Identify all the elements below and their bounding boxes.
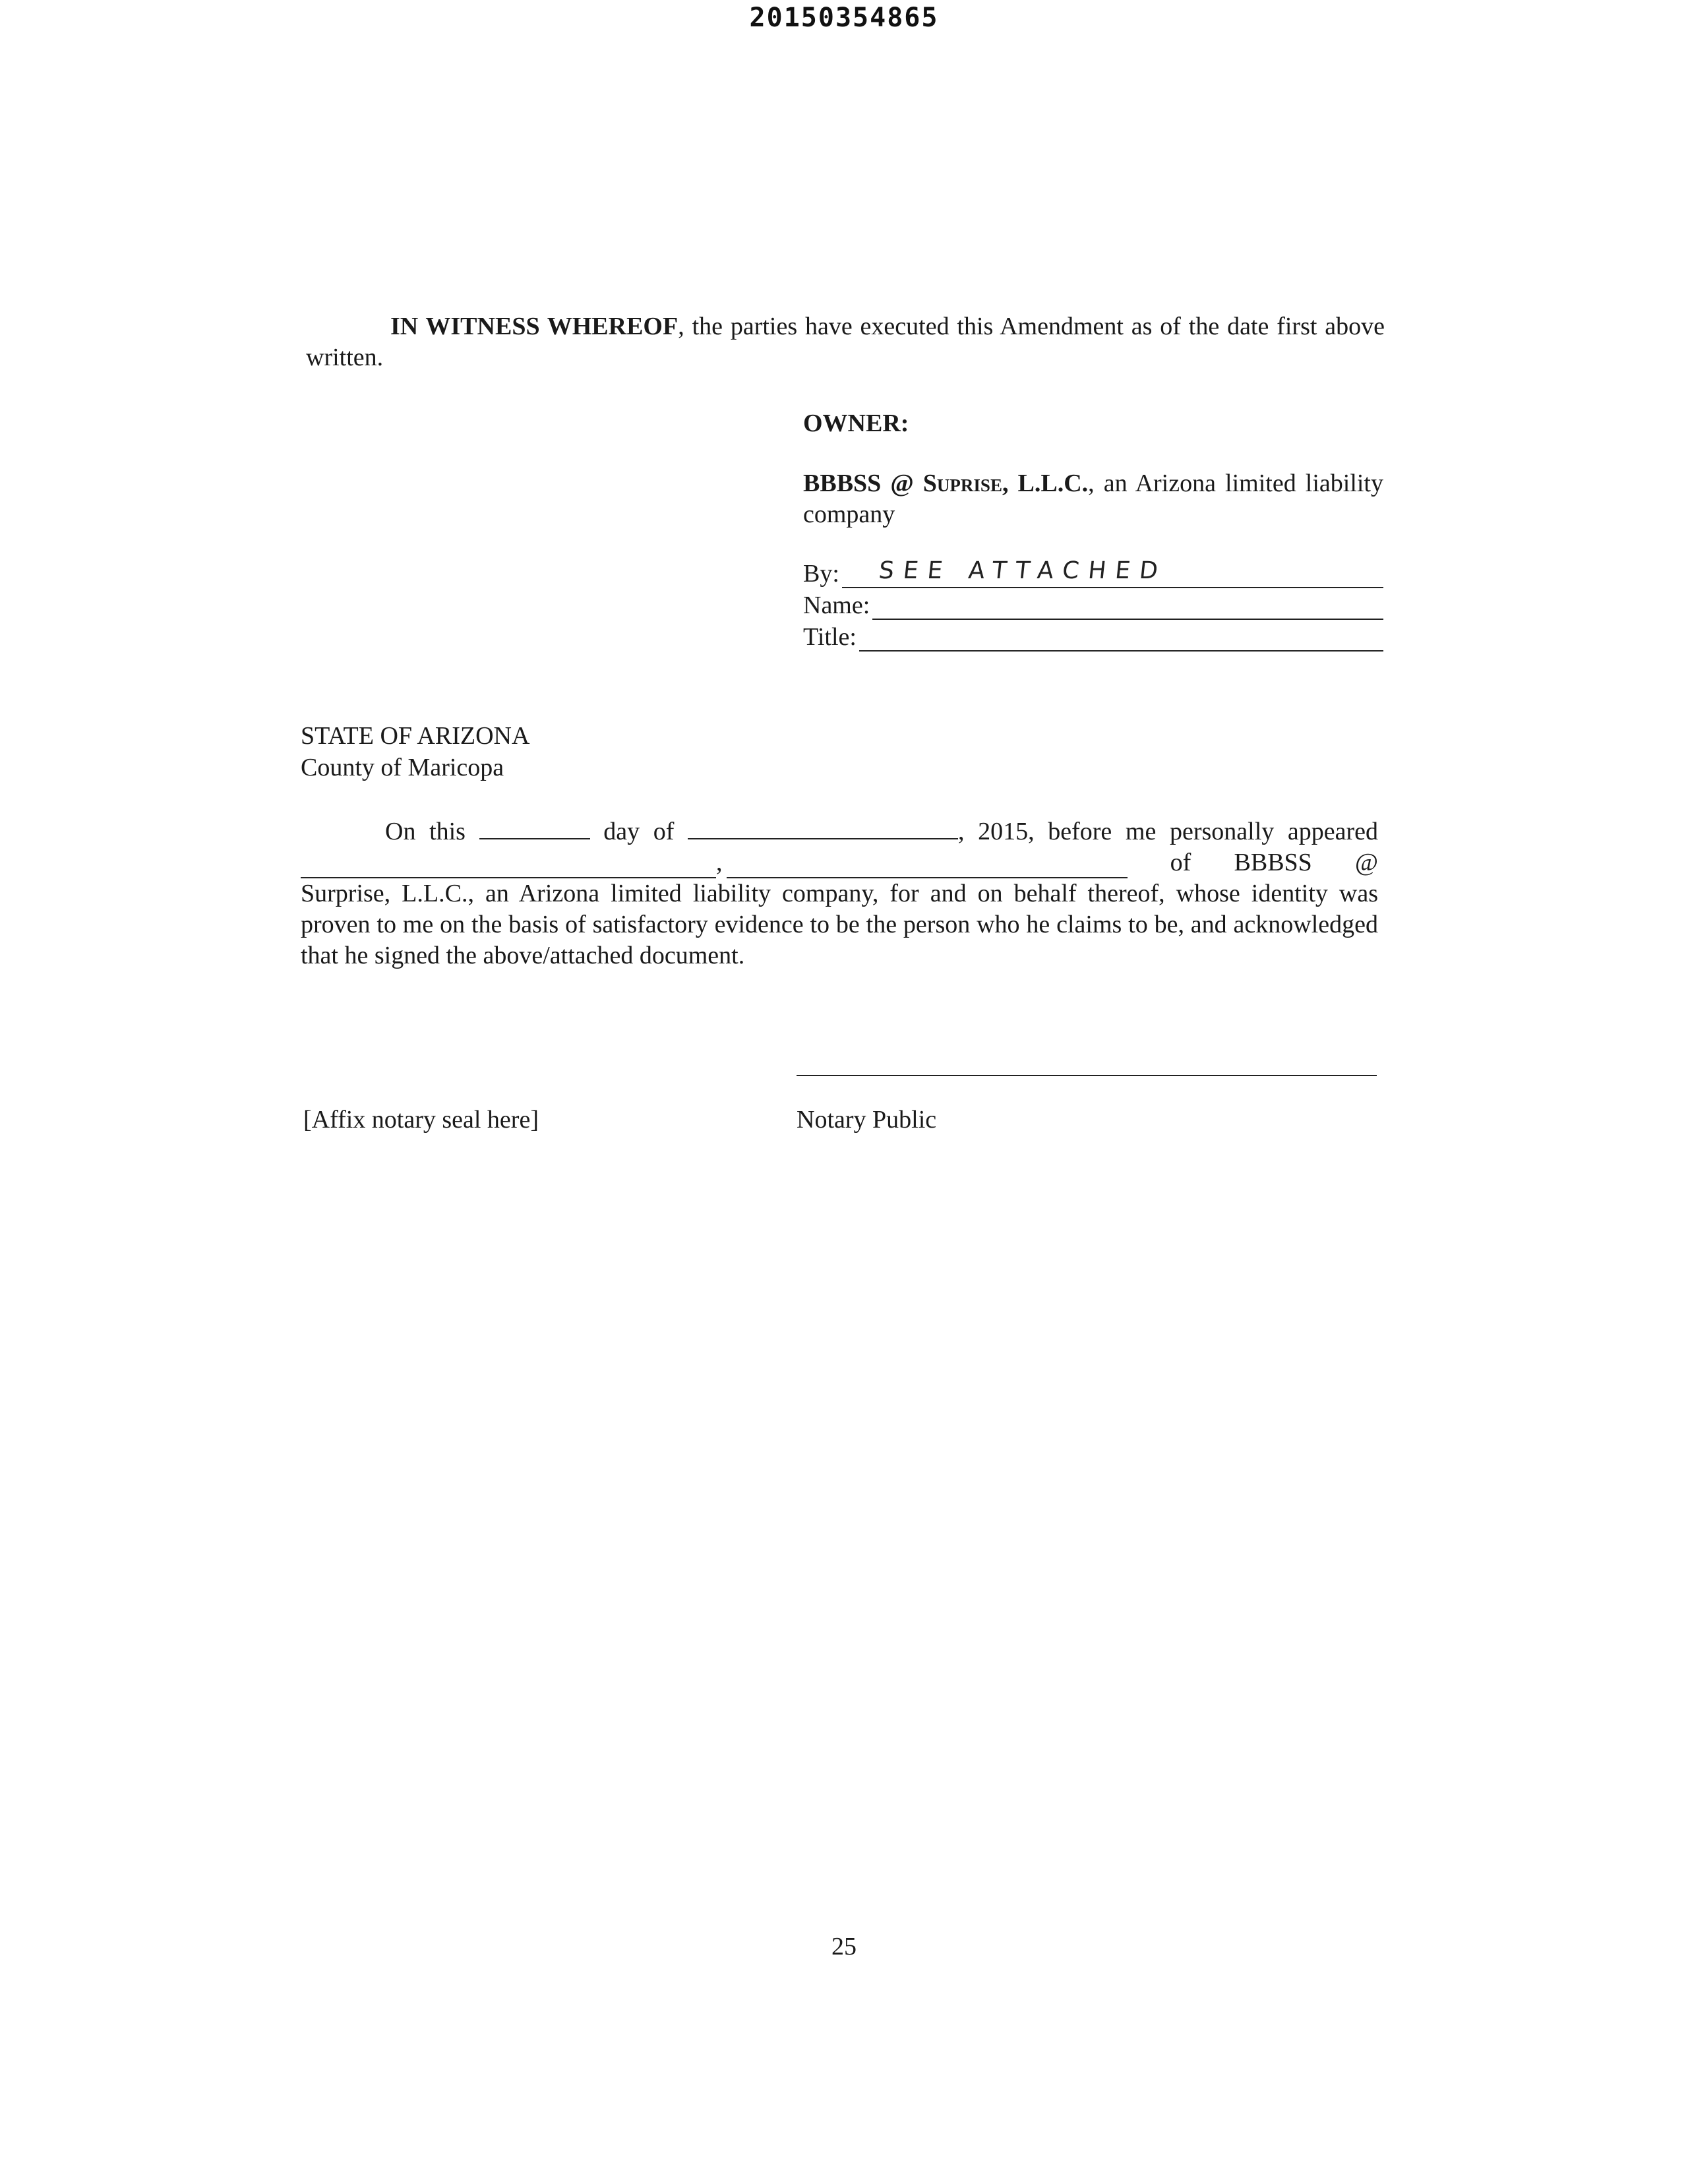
on-this-text: On this (385, 818, 466, 845)
title-label: Title: (803, 623, 857, 651)
appearer-title-blank (727, 857, 1128, 878)
name-line (872, 596, 1383, 620)
notary-signature-line (797, 1075, 1377, 1076)
notary-seal-note: [Affix notary seal here] (303, 1106, 539, 1134)
notary-acknowledgment (301, 816, 1378, 971)
notary-public-label: Notary Public (797, 1106, 937, 1134)
day-of-text: day of (603, 818, 675, 845)
of-text: of (1170, 849, 1191, 876)
signature-name-row (803, 588, 1383, 620)
appearer-name-blank (301, 857, 716, 878)
owner-company (803, 468, 1383, 530)
at-text: @ (1354, 849, 1378, 876)
owner-company-name: BBBSS @ Suprise, L.L.C. (803, 470, 1089, 497)
year-text: , 2015, before me personally appeared (958, 818, 1379, 845)
state-label: STATE OF ARIZONA (301, 722, 530, 750)
comma-text: , (716, 849, 723, 876)
notary-line-2 (301, 847, 1378, 878)
witness-lead: IN WITNESS WHEREOF (390, 313, 678, 340)
name-label: Name: (803, 592, 870, 619)
by-label: By: (803, 560, 839, 588)
by-line (842, 557, 1383, 588)
bbbss-text: BBBSS (1234, 849, 1312, 876)
by-handwritten-value: SEE ATTACHED (877, 557, 1168, 584)
owner-label: OWNER: (803, 410, 909, 437)
page-number: 25 (831, 1933, 857, 1960)
notary-line-1 (301, 816, 1378, 847)
signature-by-row (803, 557, 1383, 588)
document-number: 20150354865 (749, 3, 939, 33)
notary-remainder: Surprise, L.L.C., an Arizona limited liability company, for and on behalf thereof, whose identity was proven to me on the basis of satisfactory evidence to be the person who he claims to be, and acknowledged that he signed the above/attached document. (301, 880, 1378, 969)
title-line (859, 628, 1383, 652)
owner-company-desc: , an Arizona limited liability company (803, 470, 1383, 528)
witness-clause (306, 311, 1385, 373)
month-blank (688, 818, 958, 839)
county-label: County of Maricopa (301, 754, 504, 781)
witness-text: , the parties have executed this Amendment as of the date first above written. (306, 313, 1385, 371)
day-blank (479, 818, 590, 839)
signature-title-row (803, 620, 1383, 652)
notary-venue (301, 720, 529, 783)
